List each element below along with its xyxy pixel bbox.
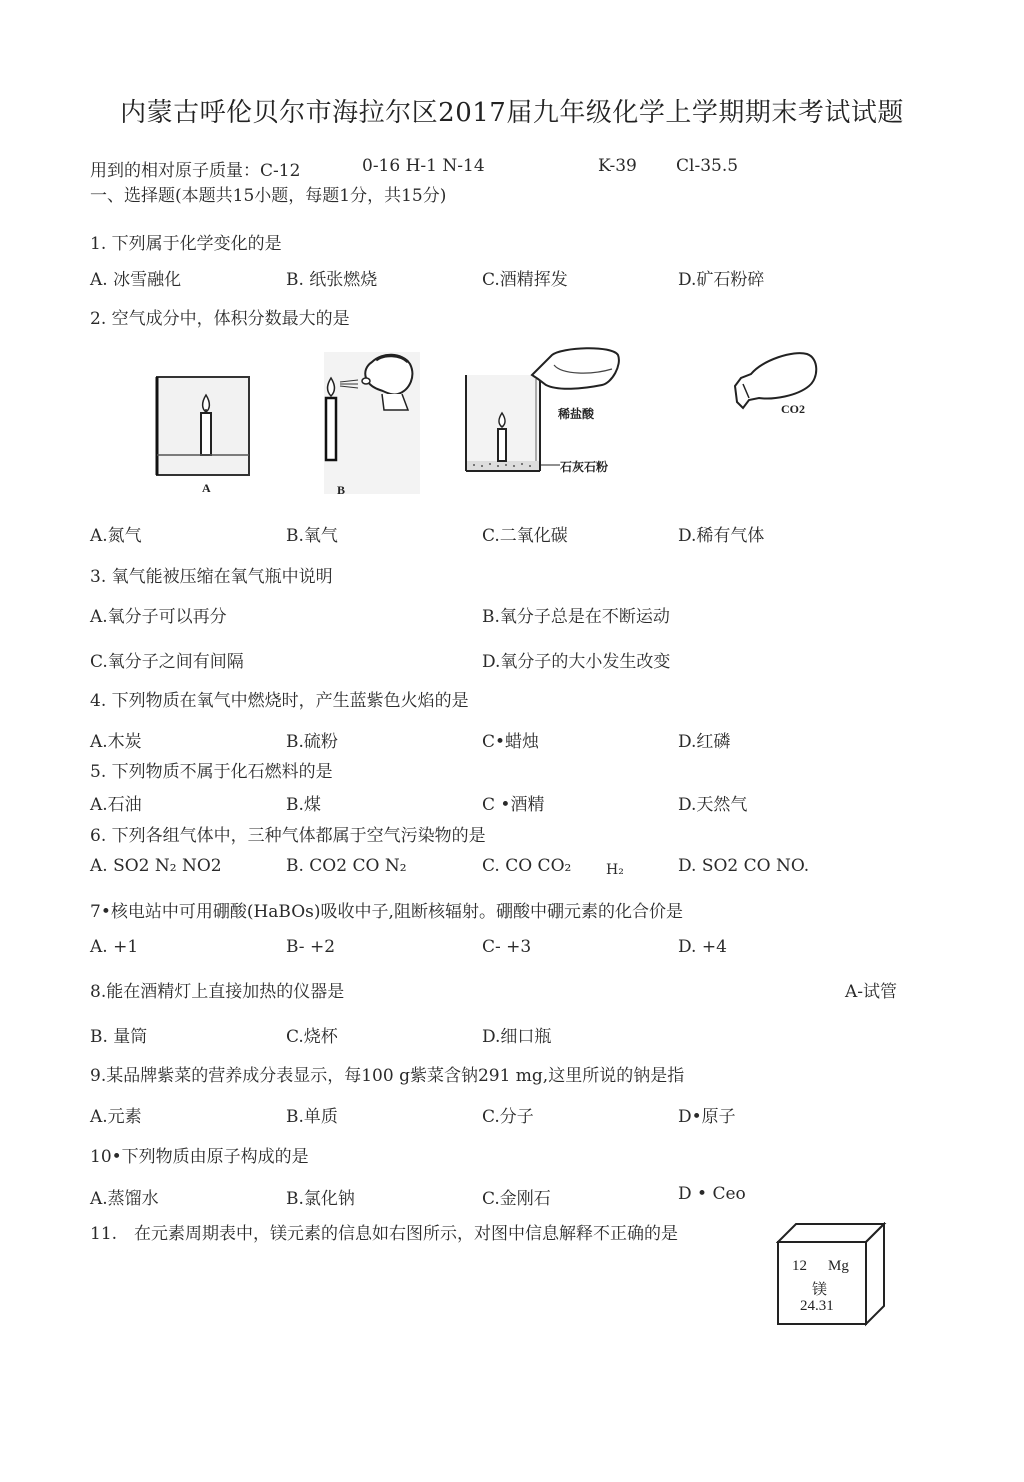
question-1-option-a[interactable]: A. 冰雪融化 bbox=[90, 270, 182, 290]
question-2-option-d[interactable]: D.稀有气体 bbox=[678, 526, 765, 546]
question-2-option-c[interactable]: C.二氧化碳 bbox=[482, 526, 568, 546]
figure-d-co2-bottle bbox=[733, 348, 823, 414]
question-7-option-b[interactable]: B- +2 bbox=[286, 937, 336, 957]
question-7-stem: 7•核电站中可用硼酸(HaBOs)吸收中子,阻断核辐射。硼酸中硼元素的化合价是 bbox=[90, 902, 683, 922]
question-5-option-c[interactable]: C •酒精 bbox=[482, 795, 545, 815]
question-9-option-d[interactable]: D•原子 bbox=[678, 1107, 736, 1127]
question-5-stem: 5. 下列物质不属于化石燃料的是 bbox=[90, 762, 333, 782]
question-3-option-d[interactable]: D.氧分子的大小发生改变 bbox=[482, 652, 671, 672]
magnesium-element-card bbox=[776, 1222, 888, 1328]
page-title: 内蒙古呼伦贝尔市海拉尔区2017届九年级化学上学期期末考试试题 bbox=[120, 98, 904, 128]
question-5-option-d[interactable]: D.天然气 bbox=[678, 795, 748, 815]
question-9-option-a[interactable]: A.元素 bbox=[90, 1107, 142, 1127]
question-8-option-b[interactable]: B. 量筒 bbox=[90, 1027, 148, 1047]
question-3-stem: 3. 氧气能被压缩在氧气瓶中说明 bbox=[90, 567, 333, 587]
question-4-option-c[interactable]: C•蜡烛 bbox=[482, 732, 540, 752]
question-6-option-d[interactable]: D. SO2 CO NO. bbox=[678, 856, 810, 876]
question-10-option-a[interactable]: A.蒸馏水 bbox=[90, 1189, 159, 1209]
question-6-option-c-extra: H₂ bbox=[606, 862, 624, 878]
question-8-option-a[interactable]: A-试管 bbox=[845, 982, 898, 1002]
figure-c-acid-beaker bbox=[462, 345, 632, 480]
question-7-option-c[interactable]: C- +3 bbox=[482, 937, 532, 957]
question-10-option-b[interactable]: B.氯化钠 bbox=[286, 1189, 355, 1209]
figure-c-acid-label: 稀盐酸 bbox=[558, 407, 595, 421]
atomic-mass-label: 用到的相对原子质量：C-12 bbox=[90, 161, 301, 181]
section-heading: 一、选择题(本题共15小题，每题1分，共15分) bbox=[90, 186, 447, 206]
element-symbol: Mg bbox=[828, 1258, 849, 1274]
question-7-option-a[interactable]: A. +1 bbox=[90, 937, 139, 957]
atomic-mass-k: K-39 bbox=[598, 156, 637, 176]
question-9-stem: 9.某品牌紫菜的营养成分表显示，每100 g紫菜含钠291 mg,这里所说的钠是指 bbox=[90, 1066, 685, 1086]
question-6-option-a[interactable]: A. SO2 N₂ NO2 bbox=[90, 856, 222, 876]
figure-c-limestone-label: 石灰石粉 bbox=[560, 460, 609, 474]
question-10-stem: 10•下列物质由原子构成的是 bbox=[90, 1147, 309, 1167]
question-6-option-c[interactable]: C. CO CO₂ bbox=[482, 856, 572, 876]
question-7-option-d[interactable]: D. +4 bbox=[678, 937, 727, 957]
question-10-option-d[interactable]: D • Ceo bbox=[678, 1184, 746, 1204]
question-5-option-a[interactable]: A.石油 bbox=[90, 795, 142, 815]
figure-d-co2-label: CO2 bbox=[781, 402, 805, 416]
question-1-option-d[interactable]: D.矿石粉碎 bbox=[678, 270, 765, 290]
question-3-option-a[interactable]: A.氧分子可以再分 bbox=[90, 607, 227, 627]
figure-b-label: B bbox=[337, 483, 346, 497]
atomic-mass-cl: Cl-35.5 bbox=[676, 156, 739, 176]
question-11-stem: 11. 在元素周期表中，镁元素的信息如右图所示，对图中信息解释不正确的是 bbox=[90, 1224, 679, 1244]
question-4-option-a[interactable]: A.木炭 bbox=[90, 732, 142, 752]
atomic-mass-o-h-n: 0-16 H-1 N-14 bbox=[362, 156, 485, 176]
element-name: 镁 bbox=[812, 1280, 828, 1298]
question-1-option-c[interactable]: C.酒精挥发 bbox=[482, 270, 568, 290]
question-4-option-d[interactable]: D.红磷 bbox=[678, 732, 731, 752]
question-6-option-b[interactable]: B. CO2 CO N₂ bbox=[286, 856, 407, 876]
question-5-option-b[interactable]: B.煤 bbox=[286, 795, 321, 815]
figure-a-label: A bbox=[202, 481, 211, 495]
question-1-stem: 1. 下列属于化学变化的是 bbox=[90, 234, 282, 254]
question-4-stem: 4. 下列物质在氧气中燃烧时，产生蓝紫色火焰的是 bbox=[90, 691, 469, 711]
question-8-stem: 8.能在酒精灯上直接加热的仪器是 bbox=[90, 982, 345, 1002]
element-atomic-mass: 24.31 bbox=[800, 1298, 834, 1314]
question-2-option-b[interactable]: B.氧气 bbox=[286, 526, 338, 546]
question-9-option-b[interactable]: B.单质 bbox=[286, 1107, 338, 1127]
question-3-option-c[interactable]: C.氧分子之间有间隔 bbox=[90, 652, 244, 672]
question-2-option-a[interactable]: A.氮气 bbox=[90, 526, 142, 546]
question-2-stem: 2. 空气成分中，体积分数最大的是 bbox=[90, 309, 350, 329]
question-1-option-b[interactable]: B. 纸张燃烧 bbox=[286, 270, 378, 290]
question-8-option-d[interactable]: D.细口瓶 bbox=[482, 1027, 552, 1047]
question-8-option-c[interactable]: C.烧杯 bbox=[286, 1027, 338, 1047]
question-3-option-b[interactable]: B.氧分子总是在不断运动 bbox=[482, 607, 670, 627]
element-atomic-number: 12 bbox=[792, 1258, 807, 1274]
question-4-option-b[interactable]: B.硫粉 bbox=[286, 732, 338, 752]
question-6-stem: 6. 下列各组气体中，三种气体都属于空气污染物的是 bbox=[90, 826, 486, 846]
figure-a-candle-jar bbox=[155, 373, 255, 498]
question-9-option-c[interactable]: C.分子 bbox=[482, 1107, 534, 1127]
figure-b-blowing-candle bbox=[322, 350, 422, 498]
question-10-option-c[interactable]: C.金刚石 bbox=[482, 1189, 551, 1209]
